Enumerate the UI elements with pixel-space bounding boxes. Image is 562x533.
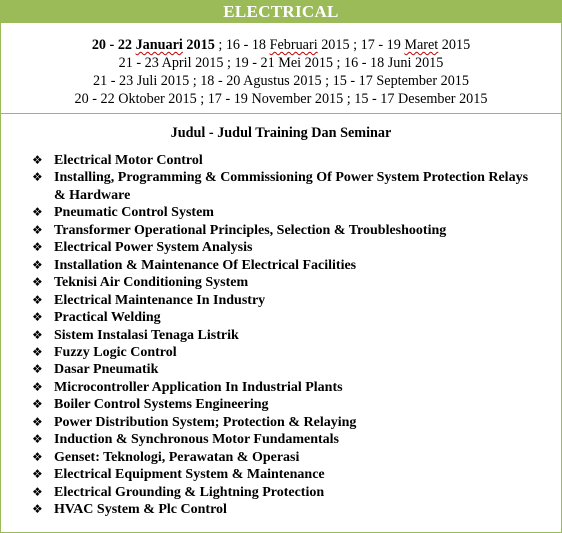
diamond-bullet-icon: ❖	[32, 397, 43, 412]
date-line-3: 21 - 23 Juli 2015 ; 18 - 20 Agustus 2015 ; 15 - 17 September 2015	[93, 73, 469, 89]
training-item	[1, 431, 561, 448]
training-item-label: Installing, Programming & Commissioning Of Power System Protection Relays & Hardware	[54, 170, 529, 203]
training-item-label: Installation & Maintenance Of Electrical Facilities	[54, 257, 357, 273]
training-item-label: Electrical Equipment System & Maintenance	[54, 467, 325, 483]
date-month-bold: Januari	[135, 37, 183, 53]
training-item-label: Sistem Instalasi Tenaga Listrik	[54, 327, 239, 343]
training-item	[1, 466, 561, 483]
date-text: ; 16 - 18	[214, 37, 270, 53]
schedule-dates	[1, 23, 561, 114]
diamond-bullet-icon: ❖	[32, 414, 43, 429]
diamond-bullet-icon: ❖	[32, 257, 43, 272]
training-item	[1, 396, 561, 413]
training-item-label: Practical Welding	[54, 310, 161, 326]
diamond-bullet-icon: ❖	[32, 310, 43, 325]
training-item	[1, 239, 561, 256]
date-line-1	[1, 36, 561, 54]
training-item-label: Genset: Teknologi, Perawatan & Operasi	[54, 449, 300, 465]
training-item-label: Electrical Maintenance In Industry	[54, 292, 266, 308]
training-item	[1, 414, 561, 431]
training-item-label: Fuzzy Logic Control	[54, 344, 177, 360]
training-item-label: Transformer Operational Principles, Selection & Troubleshooting	[54, 222, 447, 238]
training-item-label: Electrical Power System Analysis	[54, 240, 253, 256]
training-item-label: Electrical Grounding & Lightning Protection	[54, 484, 325, 500]
training-list	[1, 152, 561, 519]
training-item	[1, 204, 561, 221]
date-line-4: 20 - 22 Oktober 2015 ; 17 - 19 November 2015 ; 15 - 17 Desember 2015	[74, 91, 488, 107]
training-item-label: Dasar Pneumatik	[54, 362, 159, 378]
diamond-bullet-icon: ❖	[32, 327, 43, 342]
date-year-bold: 2015	[186, 37, 215, 53]
training-item	[1, 292, 561, 309]
training-item-label: Pneumatic Control System	[54, 205, 214, 221]
training-item	[1, 327, 561, 344]
training-item	[1, 379, 561, 396]
training-item	[1, 309, 561, 326]
training-item	[1, 152, 561, 169]
diamond-bullet-icon: ❖	[32, 449, 43, 464]
date-month: Februari	[269, 37, 318, 53]
diamond-bullet-icon: ❖	[32, 484, 43, 499]
date-text: 2015 ; 17 - 19	[317, 37, 405, 53]
training-item-label: Electrical Motor Control	[54, 153, 203, 168]
section-header: ELECTRICAL	[1, 1, 561, 23]
diamond-bullet-icon: ❖	[32, 153, 43, 167]
training-item	[1, 169, 561, 204]
training-item-label: Boiler Control Systems Engineering	[54, 397, 269, 413]
training-item	[1, 484, 561, 501]
training-item	[1, 344, 561, 361]
date-range-bold: 20 - 22	[91, 37, 133, 53]
date-line-2: 21 - 23 April 2015 ; 19 - 21 Mei 2015 ; 16 - 18 Juni 2015	[118, 55, 444, 71]
diamond-bullet-icon: ❖	[32, 170, 43, 185]
diamond-bullet-icon: ❖	[32, 222, 43, 237]
training-item-label: Microcontroller Application In Industrial Plants	[54, 379, 343, 395]
diamond-bullet-icon: ❖	[32, 205, 43, 220]
training-item	[1, 449, 561, 466]
training-item-label: HVAC System & Plc Control	[54, 502, 227, 518]
diamond-bullet-icon: ❖	[32, 362, 43, 377]
diamond-bullet-icon: ❖	[32, 275, 43, 290]
diamond-bullet-icon: ❖	[32, 502, 43, 517]
training-item-label: Power Distribution System; Protection & Relaying	[54, 414, 357, 430]
diamond-bullet-icon: ❖	[32, 344, 43, 359]
training-item	[1, 222, 561, 239]
training-item	[1, 361, 561, 378]
training-list-title: Judul - Judul Training Dan Seminar	[170, 125, 392, 141]
training-item	[1, 274, 561, 291]
date-text: 2015	[438, 37, 471, 53]
diamond-bullet-icon: ❖	[32, 467, 43, 482]
diamond-bullet-icon: ❖	[32, 379, 43, 394]
training-item	[1, 501, 561, 518]
date-month: Maret	[404, 37, 439, 53]
training-item-label: Teknisi Air Conditioning System	[54, 275, 249, 291]
training-item-label: Induction & Synchronous Motor Fundamentals	[54, 432, 339, 448]
training-item	[1, 257, 561, 274]
diamond-bullet-icon: ❖	[32, 240, 43, 255]
diamond-bullet-icon: ❖	[32, 292, 43, 307]
diamond-bullet-icon: ❖	[32, 432, 43, 447]
